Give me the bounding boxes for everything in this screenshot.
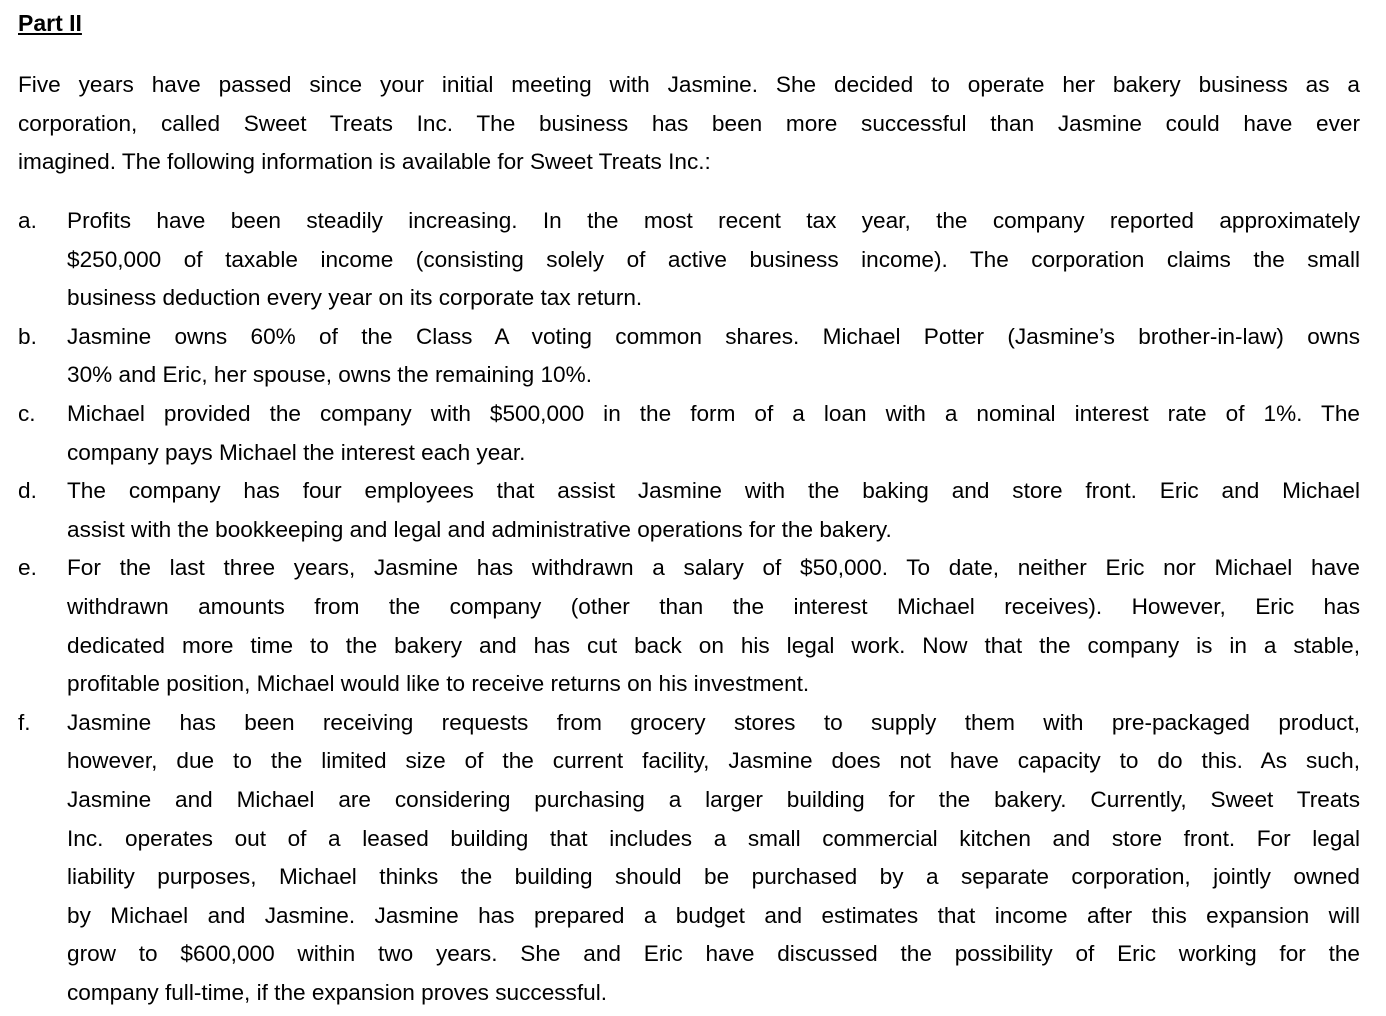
text-line: Jasmine and Michael are considering purchasing a larger building for the bakery. Currently, Sweet Treats <box>67 786 1360 812</box>
list-item <box>18 549 1360 703</box>
text-line: 30% and Eric, her spouse, owns the remaining 10%. <box>67 362 592 388</box>
list-marker: a. <box>18 208 37 233</box>
text-line: Michael provided the company with $500,000 in the form of a loan with a nominal interest rate of 1%. The <box>67 400 1360 426</box>
text-line: by Michael and Jasmine. Jasmine has prepared a budget and estimates that income after this expansion will <box>67 902 1360 928</box>
intro-paragraph <box>18 66 1360 182</box>
list-item <box>18 472 1360 549</box>
text-line: company pays Michael the interest each year. <box>67 439 526 465</box>
text-line: Five years have passed since your initial meeting with Jasmine. She decided to operate her bakery business as a <box>18 72 1360 97</box>
text-line: Inc. operates out of a leased building that includes a small commercial kitchen and store front. For legal <box>67 825 1360 851</box>
text-line: $250,000 of taxable income (consisting solely of active business income). The corporation claims the small <box>67 246 1360 272</box>
text-line: assist with the bookkeeping and legal and administrative operations for the bakery. <box>67 516 892 542</box>
list-marker: b. <box>18 323 37 349</box>
text-line: Jasmine owns 60% of the Class A voting common shares. Michael Potter (Jasmine’s brother-in-law) owns <box>67 323 1360 349</box>
list-item <box>18 202 1360 318</box>
list-marker: e. <box>18 555 37 581</box>
text-line: profitable position, Michael would like to receive returns on his investment. <box>67 671 810 697</box>
text-line: dedicated more time to the bakery and has cut back on his legal work. Now that the company is in a stable, <box>67 632 1360 658</box>
facts-list <box>18 202 1360 1012</box>
list-item <box>18 318 1360 395</box>
list-marker: d. <box>18 478 37 504</box>
text-line: corporation, called Sweet Treats Inc. The business has been more successful than Jasmine could have ever <box>18 110 1360 136</box>
text-line: business deduction every year on its corporate tax return. <box>67 285 643 311</box>
text-line: For the last three years, Jasmine has withdrawn a salary of $50,000. To date, neither Eric nor Michael have <box>67 555 1360 581</box>
text-line: company full-time, if the expansion proves successful. <box>67 979 607 1005</box>
text-line: Jasmine has been receiving requests from grocery stores to supply them with pre-packaged product, <box>67 709 1360 735</box>
text-line: The company has four employees that assist Jasmine with the baking and store front. Eric and Michael <box>67 478 1360 504</box>
section-title: Part II <box>18 10 82 36</box>
text-line: Profits have been steadily increasing. In the most recent tax year, the company reported approximately <box>67 208 1360 233</box>
text-line: grow to $600,000 within two years. She and Eric have discussed the possibility of Eric working for the <box>67 941 1360 967</box>
list-item <box>18 395 1360 472</box>
text-line: withdrawn amounts from the company (other than the interest Michael receives). However, Eric has <box>67 593 1360 619</box>
list-item <box>18 704 1360 1013</box>
text-line: liability purposes, Michael thinks the building should be purchased by a separate corporation, jointly owned <box>67 864 1360 890</box>
text-line: imagined. The following information is available for Sweet Treats Inc.: <box>18 149 711 175</box>
text-line: however, due to the limited size of the current facility, Jasmine does not have capacity to do this. As such, <box>67 748 1360 774</box>
list-marker: f. <box>18 709 31 735</box>
list-marker: c. <box>18 400 36 426</box>
